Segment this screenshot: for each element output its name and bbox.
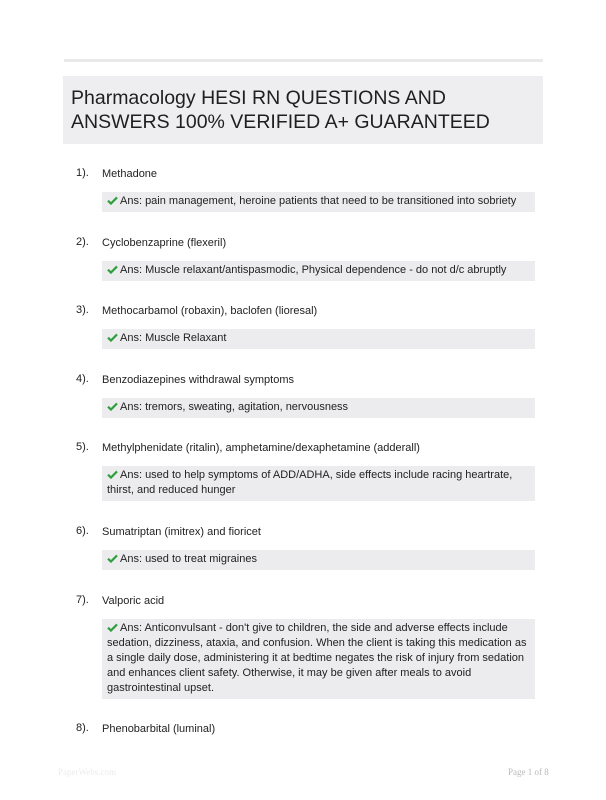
answer-box bbox=[102, 192, 535, 212]
answer-box bbox=[102, 329, 535, 349]
question-number: 5). bbox=[76, 441, 89, 453]
question-number: 1). bbox=[76, 167, 89, 179]
question-number: 4). bbox=[76, 373, 89, 385]
title-line-2: ANSWERS 100% VERIFIED A+ GUARANTEED bbox=[71, 111, 490, 133]
check-icon bbox=[107, 402, 118, 411]
question-number: 7). bbox=[76, 594, 89, 606]
check-icon bbox=[107, 196, 118, 205]
question-number: 6). bbox=[76, 525, 89, 537]
question-number: 3). bbox=[76, 304, 89, 316]
question-number: 2). bbox=[76, 236, 89, 248]
answer-text: Ans: pain management, heroine patients that need to be transitioned into sobriety bbox=[120, 195, 517, 207]
answer-box bbox=[102, 619, 535, 699]
check-icon bbox=[107, 470, 118, 479]
question-text: Methylphenidate (ritalin), amphetamine/dexaphetamine (adderall) bbox=[102, 442, 420, 454]
question-number: 8). bbox=[76, 722, 89, 734]
check-icon bbox=[107, 265, 118, 274]
title-banner bbox=[63, 76, 543, 144]
question-text: Sumatriptan (imitrex) and fioricet bbox=[102, 526, 261, 538]
page-title bbox=[71, 86, 535, 134]
check-icon bbox=[107, 554, 118, 563]
answer-box bbox=[102, 261, 535, 281]
answer-text: Ans: used to help symptoms of ADD/ADHA, side effects include racing heartrate, thirst, and reduced hunger bbox=[107, 469, 513, 496]
check-icon bbox=[107, 333, 118, 342]
question-text: Benzodiazepines withdrawal symptoms bbox=[102, 374, 294, 386]
question-text: Valporic acid bbox=[102, 595, 165, 607]
question-text: Methocarbamol (robaxin), baclofen (lioresal) bbox=[102, 305, 318, 317]
top-divider bbox=[64, 59, 543, 62]
answer-box bbox=[102, 550, 535, 570]
title-line-1: Pharmacology HESI RN QUESTIONS AND bbox=[71, 87, 446, 109]
question-text: Methadone bbox=[102, 168, 158, 180]
question-text: Cyclobenzaprine (flexeril) bbox=[102, 237, 227, 249]
footer-site-watermark: PaperWebs.com bbox=[58, 767, 117, 777]
question-text: Phenobarbital (luminal) bbox=[102, 723, 216, 735]
answer-text: Ans: Muscle relaxant/antispasmodic, Physical dependence - do not d/c abruptly bbox=[120, 264, 507, 276]
answer-box bbox=[102, 398, 535, 418]
answer-text: Ans: used to treat migraines bbox=[120, 553, 257, 565]
answer-text: Ans: Muscle Relaxant bbox=[120, 332, 227, 344]
footer-page-number: Page 1 of 8 bbox=[508, 767, 549, 777]
check-icon bbox=[107, 623, 118, 632]
answer-text: Ans: Anticonvulsant - don't give to children, the side and adverse effects include sedation, dizziness, ataxia, and confusion. When the client is taking this medication as a single daily dose, administering it at bedtime negates the risk of injury from sedation and enhances client safety. Otherwise, it may be given after meals to avoid gastrointestinal upset. bbox=[107, 622, 527, 694]
answer-text: Ans: tremors, sweating, agitation, nervousness bbox=[120, 401, 349, 413]
answer-box bbox=[102, 466, 535, 501]
